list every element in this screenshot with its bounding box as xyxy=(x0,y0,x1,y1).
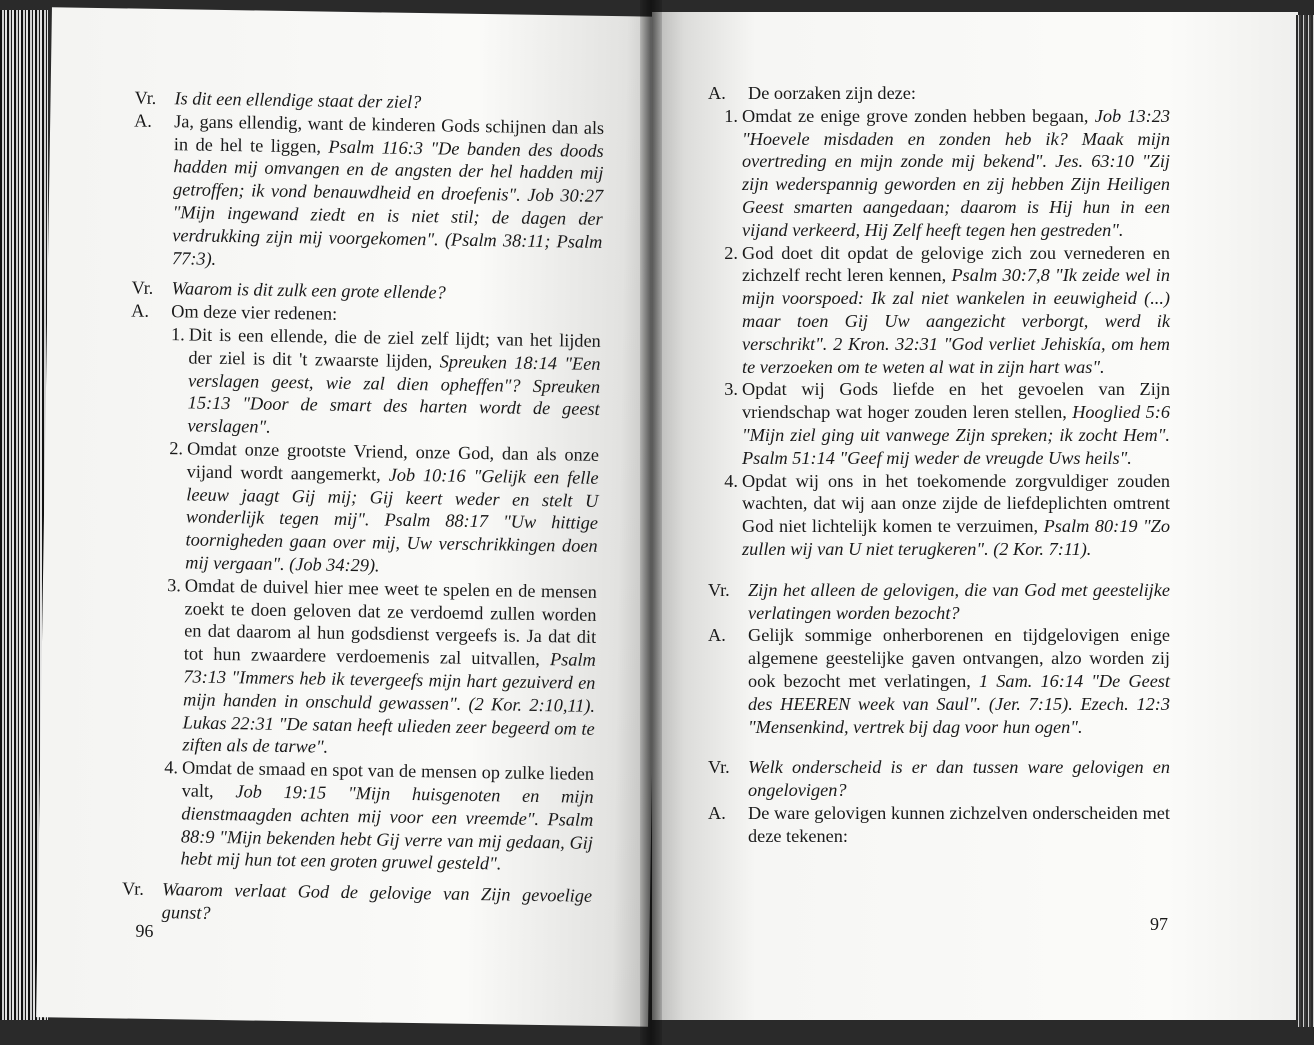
list-text-roman: Opdat wij ons in het toekomende zorgvuldiger zouden wachten, dat wij aan onze zijde de liefdeplichten omtrent God niet lichtelijk komen te verzuimen, xyxy=(742,470,1170,537)
answer xyxy=(708,624,1170,738)
left-page xyxy=(36,7,664,1026)
list-text-italic: Psalm 30:7,8 "Ik zeide wel in mijn voorspoed: Ik zal niet wankelen in eeuwigheid (...) maar toen Gij Uw aangezicht verborgt, werd ik verschrikt". 2 Kron. 32:31 "God verliet Jehiskía, om hem te verzoeken om te weten al wat in zijn hart was". xyxy=(742,265,1170,377)
answer xyxy=(708,82,1170,105)
right-page-edges xyxy=(1296,15,1314,1027)
question xyxy=(708,756,1170,802)
left-page-text xyxy=(122,87,605,931)
list-item xyxy=(150,574,597,763)
page-number: 96 xyxy=(135,920,154,941)
list-item xyxy=(710,105,1170,242)
answer-label: A. xyxy=(131,300,150,321)
answer-label: A. xyxy=(708,625,726,646)
answer-text-roman: Ja, gans ellendig, want de kinderen Gods schijnen dan als in de hel te liggen, xyxy=(173,110,605,157)
list-text-italic: Psalm 73:13 "Immers heb ik tevergeefs mijn hart gezuiverd en mijn handen in onschuld gewassen". (2 Kor. 2:10,11). Lukas 22:31 "De satan heeft ulieden zeer begeerd om te ziften als de tarwe". xyxy=(182,649,596,757)
list-text-roman: Omdat onze grootste Vriend, onze God, dan als onze vijand wordt aangemerkt, xyxy=(186,438,600,485)
question-label: Vr. xyxy=(708,579,730,600)
list-item xyxy=(153,437,599,581)
list-text-italic: Spreuken 18:14 "Een verslagen geest, wie zal dien opheffen"? Spreuken 15:13 "Door de smart des harten wordt de geest verslagen". xyxy=(187,351,601,437)
question-label: Vr. xyxy=(134,87,157,108)
list-text-roman: Opdat wij Gods liefde en het gevoelen van Zijn vriendschap wat hoger zouden leren stellen, xyxy=(742,379,1170,423)
answer xyxy=(132,109,604,276)
question-text: Waarom verlaat God de gelovige van Zijn gevoelige gunst? xyxy=(161,879,593,923)
question xyxy=(708,579,1170,625)
list-number: 4. xyxy=(724,470,738,491)
question-text: Zijn het alleen de gelovigen, die van God met geestelijke verlatingen worden bezocht? xyxy=(748,579,1170,623)
list-text-italic: Hooglied 5:6 "Mijn ziel ging uit vanwege Zijn spreken; ik zocht Hem". Psalm 51:14 "Geef mij weder de vreugde Uws heils". xyxy=(742,402,1170,468)
answer-label: A. xyxy=(708,802,726,823)
list-text-italic: Job 19:15 "Mijn huisgenoten en mijn dienstmaagden achten mij voor een vreemde". Psalm 88:9 "Mijn bekenden hebt Gij verre van mij gedaan, Gij hebt mij hun tot een groten gruwel gesteld". xyxy=(180,781,594,874)
list-number: 3. xyxy=(724,379,738,400)
list-item xyxy=(155,323,601,444)
list-text-roman: Dit is een ellende, die de ziel zelf lijdt; van het lijden der ziel is dit 't zwaarste lijden, xyxy=(188,324,601,372)
list-item-text xyxy=(742,378,1170,469)
answer-label: A. xyxy=(708,83,726,103)
list-item xyxy=(710,242,1170,379)
right-page-text xyxy=(708,82,1170,848)
answer-text xyxy=(172,110,604,276)
list-number: 4. xyxy=(164,757,179,778)
question-label: Vr. xyxy=(131,277,154,299)
question-label: Vr. xyxy=(708,757,730,778)
question xyxy=(122,878,593,931)
list-item-text xyxy=(742,242,1170,379)
list-text-roman: Omdat de smaad en spot van de mensen op zulke lieden valt, xyxy=(181,757,595,802)
answer-text: De oorzaken zijn deze: xyxy=(748,83,916,103)
list-item xyxy=(148,756,594,877)
list-text-italic: Job 10:16 "Gelijk een felle leeuw jaagt Gij mij; Gij keert weder en stelt U wonderlijk tegen mij". Psalm 88:17 "Uw hittige toornigheden gaan over mij, Uw verschrikkingen doen mij vergaan". (Job 34:29). xyxy=(185,464,599,576)
list-text-roman: Omdat de duivel hier mee weet te spelen en de mensen zoekt te doen geloven dat ze verdoemd zullen worden en dat daarom al hun godsdienst vergeefs is. Ja dat dit tot hun zwaardere verdoemenis zal uitvallen, xyxy=(183,575,598,670)
answer-text xyxy=(748,624,1170,738)
list-text-roman: Omdat ze enige grove zonden hebben begaan, xyxy=(742,105,1095,126)
list-text-italic: Psalm 80:19 "Zo zullen wij van U niet terugkeren". (2 Kor. 7:11). xyxy=(742,516,1170,559)
list-item-text xyxy=(187,323,601,443)
answer-text: Om deze vier redenen: xyxy=(171,301,338,324)
answer-text-italic: Psalm 116:3 "De banden des doods hadden mij omvangen en de angsten der hel hadden mij getroffen; ik vond benauwdheid en droefenis". Job 30:27 "Mijn ingewand ziedt en is niet stil; de dagen der verdrukking zijn mij voorgekomen". (Psalm 38:11; Psalm 77:3). xyxy=(171,136,604,269)
book-gutter xyxy=(640,0,662,1045)
reasons-list xyxy=(148,323,601,877)
list-item-text xyxy=(180,757,594,877)
answer-text: De ware gelovigen kunnen zichzelven onderscheiden met deze tekenen: xyxy=(748,802,1170,846)
answer-text-italic: 1 Sam. 16:14 "De Geest des HEEREN week van Saul". (Jer. 7:15). Ezech. 12:3 "Mensenkind, vertrek bij dag voor hun ogen". xyxy=(748,670,1171,737)
list-number: 1. xyxy=(170,324,186,345)
question-label: Vr. xyxy=(121,878,145,899)
list-number: 1. xyxy=(724,105,738,126)
list-item xyxy=(710,378,1170,469)
list-item-text xyxy=(182,574,597,763)
page-number: 97 xyxy=(1150,914,1168,934)
list-item-text xyxy=(185,437,599,580)
answer xyxy=(708,802,1170,848)
list-number: 3. xyxy=(167,574,182,596)
list-item-text xyxy=(742,470,1170,561)
list-number: 2. xyxy=(724,242,738,263)
question-text: Is dit een ellendige staat der ziel? xyxy=(174,88,422,113)
answer-label: A. xyxy=(134,110,153,131)
list-text-roman: God doet dit opdat de gelovige zich zou vernederen en zichzelf recht leren kennen, xyxy=(742,242,1170,286)
list-item xyxy=(710,470,1170,561)
list-number: 2. xyxy=(169,438,184,459)
list-text-italic: Job 13:23 "Hoevele misdaden en zonden heb ik? Maak mijn overtreding en mijn zonde mij bekend". Jes. 63:10 "Zij zijn wederspannig geworden en zij hebben Zijn Heiligen Geest smarten aangedaan; daarom is Hij hun in een vijand verkeerd, Hij Zelf heeft tegen hen gestreden". xyxy=(742,105,1170,240)
list-item-text xyxy=(742,105,1170,242)
question-text: Welk onderscheid is er dan tussen ware gelovigen en ongelovigen? xyxy=(748,757,1170,801)
causes-list xyxy=(710,105,1170,561)
answer-text-roman: Gelijk sommige onherborenen en tijdgelovigen enige algemene geestelijke gaven ontvangen, alzo worden zij ook bezocht met verlatingen, xyxy=(748,625,1170,691)
question-text: Waarom is dit zulk een grote ellende? xyxy=(171,278,446,303)
right-page xyxy=(652,12,1298,1020)
